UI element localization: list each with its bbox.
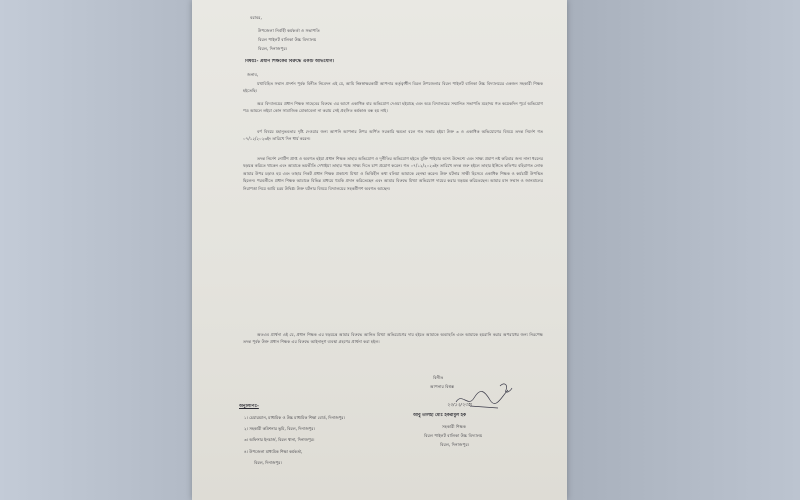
sender-name: আবু তালহা মোঃ ইকরামুল হক — [413, 413, 467, 418]
salutation: বরাবর, — [250, 15, 262, 20]
background-right — [567, 0, 800, 500]
greeting: জনাব, — [247, 72, 259, 77]
paragraph-1: যথাবিহিত সম্মান প্রদর্শন পূর্বক বিনীত নিবেদন এই যে, আমি নিম্নস্বাক্ষরকারী আপনার কর্তৃত্বাধীন বিরল উপজেলার বিরল পাইলট বালিকা উচ্চ বিদ্যালয়ের একজন সহকারী শিক্ষক হইতেছি। — [243, 81, 543, 94]
paragraph-4: তদন্ত নির্দেশ নোটিশ প্রাপ্ত ও অবগত হইয়া প্রধান শিক্ষক তাহার অভিযোগ ও দুর্নীতির অভিযোগ হইতে মুক্তি পাইবার অসৎ উদ্দেশ্যে এবং সাক্ষ্য প্রমাণ নষ্ট করিবার জন্য নানা ধরনের ষড়যন্ত্র করিতে থাকেন এবং আমাকে ভয়ভীতি দেখাইয়া তাহার পক্ষে সাক্ষ্য দিতে চাপ প্রয়োগ করেন। গত ০৭/১২/২০২৩ইং তারিখে তদন্ত শুরু হইলে তাহার ইঙ্গিতে কতিপয় বহিরাগত লোক আমার উপর চড়াও হয় এবং তাহার নিকট প্রধান শিক্ষক প্রকাশ্যে মিথ্যা ও ভিত্তিহীন কথা বলিয়া আমাকে হেনস্থা করেন। উক্ত ঘটনার সাক্ষী হিসেবে একাধিক শিক্ষক ও কর্মচারী উপস্থিত ছিলেন। পরবর্তীতে প্রধান শিক্ষক আমাকে বিভিন্ন মাধ্যমে হুমকি প্রদান করিতেছেন এবং আমার বিরুদ্ধে মিথ্যা অভিযোগ দায়ের করার ষড়যন্ত্র করিতেছেন। আমার মান সম্মান ও জানমালের নিরাপত্তা নিয়ে আমি চরম উদ্বিগ্ন। উক্ত ঘটনার বিষয়ে বিদ্যালয়ের সহকর্মীগণ অবগত আছেন। — [243, 156, 543, 191]
background-left — [0, 0, 192, 500]
signature-date: ২০/১২/২৩ইং — [447, 403, 473, 408]
paragraph-5: অতএব প্রার্থনা এই যে, প্রধান শিক্ষক এর ষড়যন্ত্রে আমার বিরুদ্ধে আনিত মিথ্যা অভিযোগের দায় হইতে আমাকে অব্যাহতি এবং আমাকে হয়রানি করার অপরাধের জন্য নিরপেক্ষ তদন্ত পূর্বক উক্ত প্রধান শিক্ষক এর বিরুদ্ধে আইনানুগ ব্যবস্থা গ্রহণের প্রার্থনা করা হইল। — [243, 332, 543, 345]
cc-item: ৪। উপজেলা মাধ্যমিক শিক্ষা কর্মকর্তা, — [244, 448, 303, 454]
subject-line: বিষয়ঃ- প্রধান শিক্ষকের বিরুদ্ধে একটি অভিযোগ। — [245, 59, 335, 64]
cc-item: ৩। অফিসার ইনচার্জ, বিরল থানা, দিনাজপুর। — [244, 437, 315, 443]
recipient-line-1: উপজেলা নির্বাহী কর্মকর্তা ও সভাপতি — [258, 28, 320, 33]
sender-line-3: বিরল, দিনাজপুর। — [440, 442, 470, 447]
cc-title: অনুলিপিঃ- — [239, 404, 259, 409]
recipient-line-2: বিরল পাইলট বালিকা উচ্চ বিদ্যালয় — [258, 37, 317, 42]
recipient-line-3: বিরল, দিনাজপুর। — [258, 46, 288, 51]
cc-list — [244, 412, 345, 468]
sender-line-2: বিরল পাইলট বালিকা উচ্চ বিদ্যালয় — [424, 433, 483, 438]
cc-item: ১। চেয়ারম্যান, মাধ্যমিক ও উচ্চ মাধ্যমিক শিক্ষা বোর্ড, দিনাজপুর। — [244, 415, 345, 420]
closing: বিনীত — [433, 375, 444, 380]
sender-line-1: সহকারী শিক্ষক — [442, 424, 466, 429]
paragraph-3: বর্ণ বিষয়ে মহানুভবতার দৃষ্টি দেওয়ার জন্য আপনি আপনার উপর অর্পিত সরকারি ক্ষমতা বলে গত সভায় হইয়া উক্ত ৩ ও একাধিক অভিযোগের বিষয়ে তদন্ত নির্দেশ গত ০৭/১২/২০২৩ইং তারিখে দিন ধার্য করেন। — [243, 129, 543, 142]
closing-sub: আপনার বিশ্বস্ত — [430, 384, 455, 389]
cc-item: ২। সহকারী কমিশনার ভূমি, বিরল, দিনাজপুর। — [244, 426, 315, 432]
letter-paper — [192, 0, 567, 500]
paragraph-2: অত্র বিদ্যালয়ের প্রধান শিক্ষক সাহেবের বিরুদ্ধে এর আগে একাধিক বার অভিযোগ দেওয়া হইয়াছে এবং অত্র বিদ্যালয়ের সম্মানিত সভাপতি মহোদয় গত কয়েকদিন পূর্বে অভিযোগ পত্র আমলে লইয়া কোন সামাজিক মোকাবেলা না করায় সেই প্রহসিত কর্মকাণ্ড বন্ধ হয় নাই। — [243, 101, 543, 114]
cc-item: বিরল, দিনাজপুর। — [254, 459, 282, 465]
